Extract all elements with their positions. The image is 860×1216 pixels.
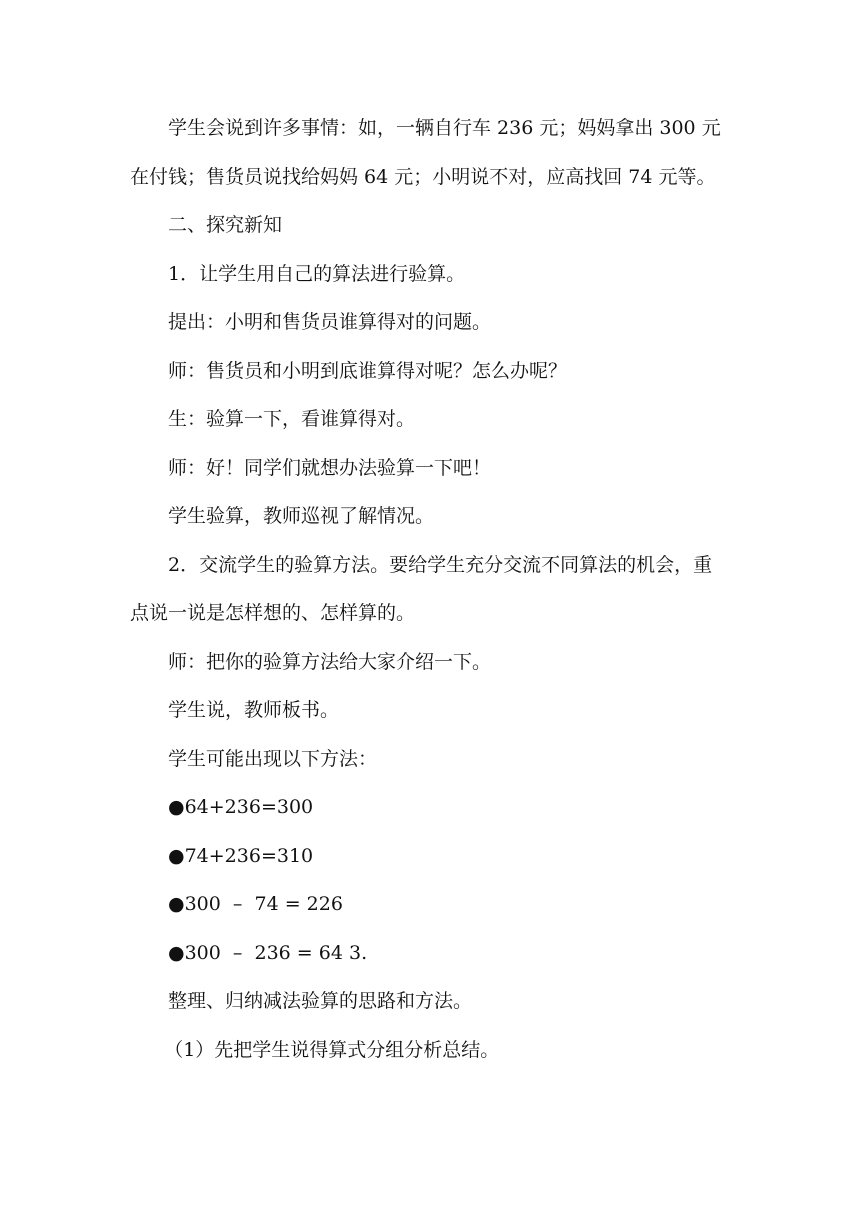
method-item-4: ●300 – 236 = 64 3. bbox=[168, 941, 368, 964]
paragraph-intro: 学生会说到许多事情：如，一辆自行车 236 元；妈妈拿出 300 元在付钱；售货员说找给妈妈 64 元；小明说不对，应高找回 74 元等。 bbox=[130, 117, 721, 188]
method-item-1: ●64+236=300 bbox=[168, 796, 314, 818]
method-item-2: ●74+236=310 bbox=[168, 844, 314, 867]
paragraph-step-2: 2．交流学生的验算方法。要给学生充分交流不同算法的机会，重点说一说是怎样想的、怎样算的。 bbox=[130, 553, 713, 624]
paragraph-subpoint-1: （1）先把学生说得算式分组分析总结。 bbox=[164, 1038, 500, 1061]
paragraph-question: 提出：小明和售货员谁算得对的问题。 bbox=[168, 311, 492, 333]
paragraph-step-1: 1．让学生用自己的算法进行验算。 bbox=[168, 262, 466, 285]
method-item-3: ●300 – 74 = 226 bbox=[168, 893, 343, 915]
paragraph-teacher-encourage: 师：好！同学们就想办法验算一下吧！ bbox=[168, 456, 492, 479]
section-heading-explore: 二、探究新知 bbox=[168, 214, 283, 236]
paragraph-teacher-introduce: 师：把你的验算方法给大家介绍一下。 bbox=[168, 650, 492, 673]
paragraph-possible-methods: 学生可能出现以下方法： bbox=[168, 747, 378, 770]
paragraph-board-writing: 学生说，教师板书。 bbox=[168, 699, 340, 721]
paragraph-summary: 整理、归纳减法验算的思路和方法。 bbox=[168, 990, 473, 1012]
paragraph-student-reply: 生：验算一下，看谁算得对。 bbox=[168, 408, 416, 430]
document-body bbox=[130, 104, 730, 1074]
paragraph-student-check: 学生验算，教师巡视了解情况。 bbox=[168, 505, 435, 527]
paragraph-teacher-ask: 师：售货员和小明到底谁算得对呢？怎么办呢？ bbox=[168, 359, 568, 382]
